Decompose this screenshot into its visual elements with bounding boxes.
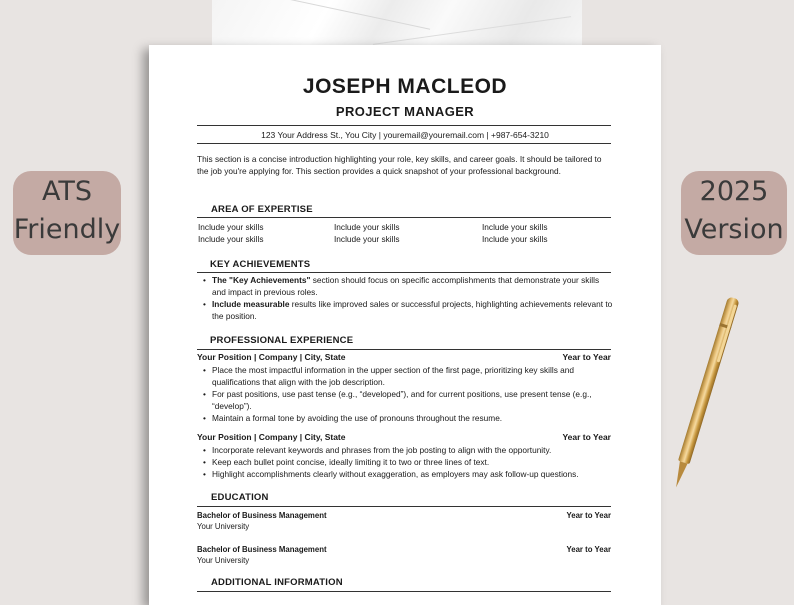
- marble-vein: [373, 16, 571, 45]
- contact-line: 123 Your Address St., You City | youremail@youremail.com | +987-654-3210: [261, 130, 549, 140]
- list-item: • For past positions, use past tense (e.g., “developed”), and for current positions, use present tense (e.g., “develop”).: [203, 388, 613, 412]
- badge-line: ATS: [41, 176, 92, 207]
- divider: [197, 272, 611, 273]
- ats-friendly-badge: [13, 171, 121, 255]
- list-item: • Highlight accomplishments clearly without exaggeration, as employers may ask follow-up questions.: [203, 468, 613, 480]
- job-years: Year to Year: [562, 352, 611, 362]
- divider: [197, 125, 611, 126]
- skill-item: Include your skills: [334, 222, 400, 232]
- education-years: Year to Year: [566, 545, 611, 554]
- divider: [197, 591, 611, 592]
- bold-lead: Include measurable: [212, 299, 290, 309]
- job-bullets: [203, 444, 613, 480]
- resume-job-title: PROJECT MANAGER: [335, 104, 475, 119]
- skill-item: Include your skills: [198, 234, 264, 244]
- list-item: [203, 274, 613, 298]
- job-role: Your Position | Company | City, State: [197, 352, 346, 362]
- section-title-additional: ADDITIONAL INFORMATION: [211, 577, 343, 588]
- list-item: • Maintain a formal tone by avoiding the use of pronouns throughout the resume.: [203, 412, 613, 424]
- divider: [197, 506, 611, 507]
- badge-line: 2025: [699, 176, 769, 207]
- divider: [197, 217, 611, 218]
- skill-item: Include your skills: [482, 222, 548, 232]
- skill-item: Include your skills: [198, 222, 264, 232]
- badge-line: Version: [684, 214, 784, 245]
- summary-paragraph: This section is a concise introduction highlighting your role, key skills, and career goals. It should be tailored to the job you're applying for. This section provides a quick snapshot of your professional background.: [197, 154, 602, 176]
- school: Your University: [197, 522, 250, 531]
- item-text: results like improved sales or successful projects, highlighting achievements relevant to the position.: [212, 299, 613, 321]
- job-years: Year to Year: [562, 432, 611, 442]
- divider: [197, 349, 611, 350]
- gold-pen-icon: [670, 296, 740, 491]
- section-title-achievements: KEY ACHIEVEMENTS: [210, 259, 311, 270]
- resume-page: [149, 45, 661, 605]
- job-role: Your Position | Company | City, State: [197, 432, 346, 442]
- skill-item: Include your skills: [334, 234, 400, 244]
- list-item: • Keep each bullet point concise, ideally limiting it to two or three lines of text.: [203, 456, 613, 468]
- version-badge: [681, 171, 787, 255]
- section-title-education: EDUCATION: [211, 492, 269, 503]
- item-text: section should focus on specific accomplishments that demonstrate your skills and impact in previous roles.: [212, 275, 600, 297]
- badge-line: Friendly: [13, 214, 121, 245]
- marble-vein: [254, 0, 430, 30]
- degree: Bachelor of Business Management: [197, 545, 327, 554]
- section-title-experience: PROFESSIONAL EXPERIENCE: [210, 335, 354, 346]
- job-bullets: [203, 364, 613, 424]
- section-title-expertise: AREA OF EXPERTISE: [211, 204, 313, 215]
- skill-item: Include your skills: [482, 234, 548, 244]
- degree: Bachelor of Business Management: [197, 511, 327, 520]
- education-years: Year to Year: [566, 511, 611, 520]
- list-item: • Incorporate relevant keywords and phrases from the job posting to align with the opportunity.: [203, 444, 613, 456]
- divider: [197, 143, 611, 144]
- list-item: • Place the most impactful information in the upper section of the first page, prioritizing key skills and qualifications that align with the job description.: [203, 364, 613, 388]
- achievements-list: [203, 274, 613, 322]
- school: Your University: [197, 556, 250, 565]
- list-item: [203, 298, 613, 322]
- bold-lead: The "Key Achievements": [212, 275, 311, 285]
- resume-name: JOSEPH MACLEOD: [302, 75, 508, 98]
